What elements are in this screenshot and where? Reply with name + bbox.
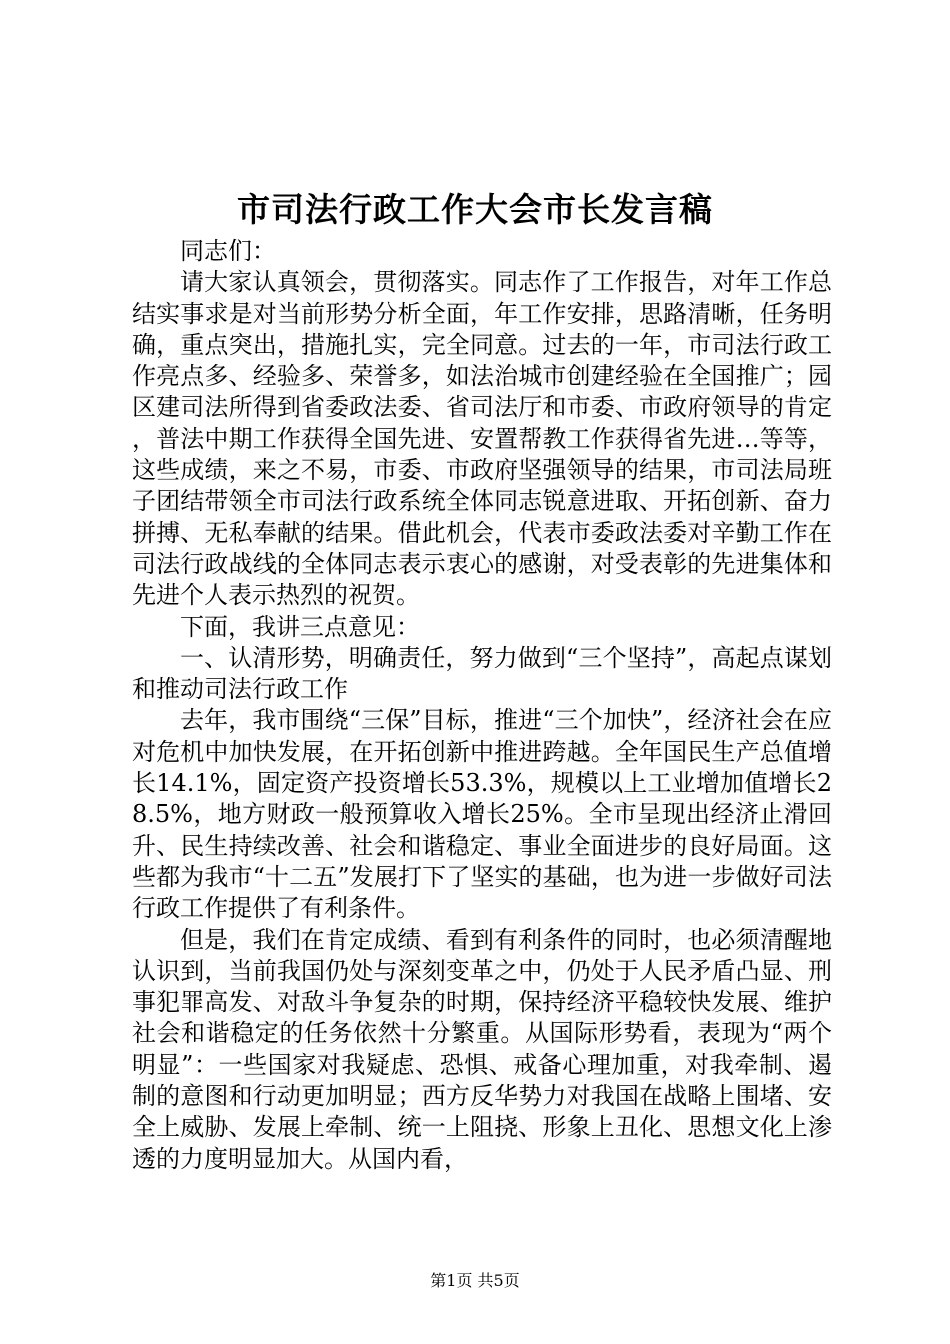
document-body: [132, 236, 832, 1175]
page-number: 第1页 共5页: [430, 1271, 520, 1290]
body-paragraph: 但是，我们在肯定成绩、看到有利条件的同时，也必须清醒地认识到，当前我国仍处与深刻变革之中，仍处于人民矛盾凸显、刑事犯罪高发、对敌斗争复杂的时期，保持经济平稳较快发展、维护社会和谐稳定的任务依然十分繁重。从国际形势看，表现为“两个明显”：一些国家对我疑虑、恐惧、戒备心理加重，对我牵制、遏制的意图和行动更加明显；西方反华势力对我国在战略上围堵、安全上威胁、发展上牵制、统一上阻挠、形象上丑化、思想文化上渗透的力度明显加大。从国内看，: [132, 925, 832, 1173]
body-paragraph: 请大家认真领会，贯彻落实。同志作了工作报告，对年工作总结实事求是对当前形势分析全面，年工作安排，思路清晰，任务明确，重点突出，措施扎实，完全同意。过去的一年，市司法行政工作亮点多、经验多、荣誉多，如法治城市创建经验在全国推广；园区建司法所得到省委政法委、省司法厅和市委、市政府领导的肯定，普法中期工作获得全国先进、安置帮教工作获得省先进…等等，这些成绩，来之不易，市委、市政府坚强领导的结果，市司法局班子团结带领全市司法行政系统全体同志锐意进取、开拓创新、奋力拼搏、无私奉献的结果。借此机会，代表市委政法委对辛勤工作在司法行政战线的全体同志表示衷心的感谢，对受表彰的先进集体和先进个人表示热烈的祝贺。: [132, 268, 832, 610]
body-paragraph: 去年，我市围绕“三保”目标，推进“三个加快”，经济社会在应对危机中加快发展，在开拓创新中推进跨越。全年国民生产总值增长14.1%，固定资产投资增长53.3%，规模以上工业增加值增长28.5%，地方财政一般预算收入增长25%。全市呈现出经济止滑回升、民生持续改善、社会和谐稳定、事业全面进步的良好局面。这些都为我市“十二五”发展打下了坚实的基础，也为进一步做好司法行政工作提供了有利条件。: [132, 706, 832, 923]
salutation: 同志们：: [180, 237, 276, 265]
body-paragraph: 下面，我讲三点意见：: [180, 612, 420, 641]
section-heading: 一、认清形势，明确责任，努力做到“三个坚持”，高起点谋划和推动司法行政工作: [132, 643, 832, 704]
document-title: 市司法行政工作大会市长发言稿: [237, 190, 713, 229]
